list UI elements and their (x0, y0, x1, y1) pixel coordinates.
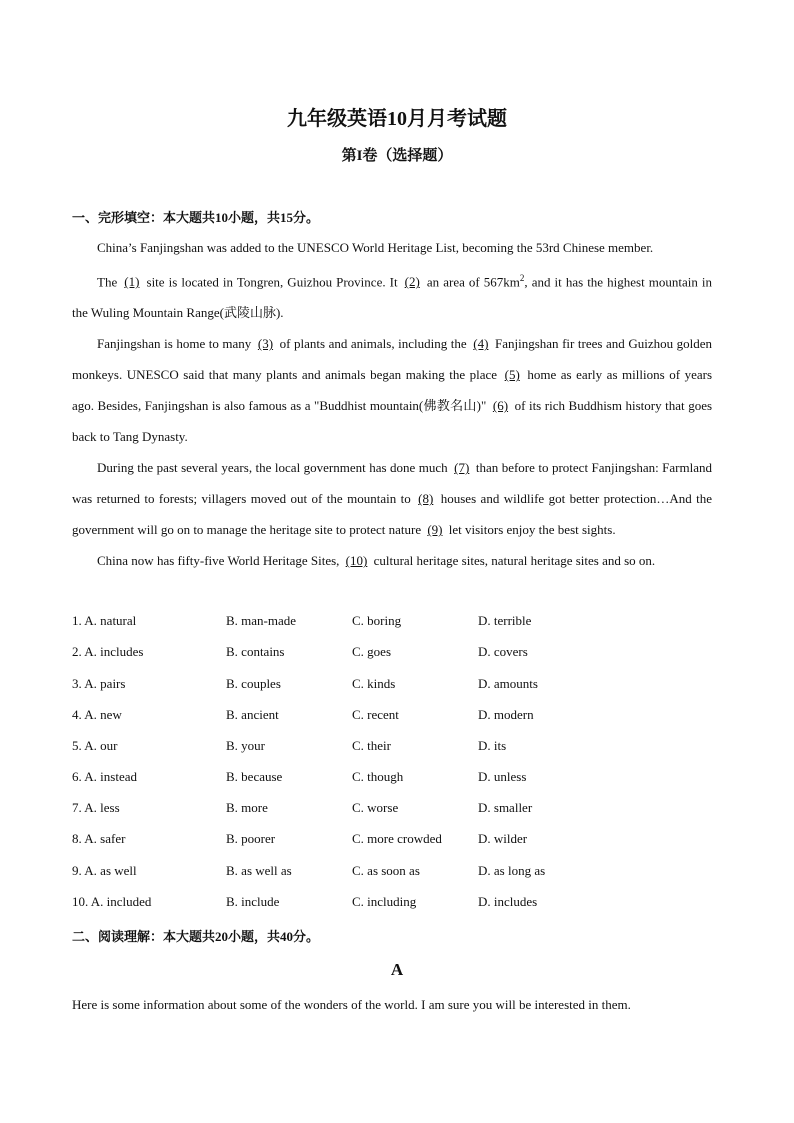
cloze-passage (72, 232, 712, 576)
passage-paragraph: China now has fifty-five World Heritage Sites, (10) cultural heritage sites, natural heritage sites and so on. (97, 553, 656, 569)
question-row (72, 613, 712, 633)
option-a: 4. A. new (72, 707, 122, 722)
blank-6: (6) (492, 398, 509, 414)
option-d: D. smaller (478, 800, 533, 815)
option-b: B. as well as (226, 863, 292, 878)
option-a: 5. A. our (72, 738, 118, 753)
option-b: B. ancient (226, 707, 279, 722)
page-title: 九年级英语10月月考试题 (287, 108, 507, 130)
option-d: D. amounts (478, 676, 538, 691)
option-a: 7. A. less (72, 800, 120, 815)
option-b: B. because (226, 769, 283, 784)
question-row (72, 831, 712, 851)
question-row (72, 738, 712, 758)
passage-a-heading: A (390, 960, 404, 979)
option-d: D. its (478, 738, 507, 753)
option-c: C. more crowded (352, 831, 442, 846)
option-b: B. poorer (226, 831, 276, 846)
blank-9: (9) (427, 522, 443, 538)
blank-1: (1) (124, 274, 140, 290)
blank-2: (2) (404, 274, 420, 290)
option-d: D. includes (478, 894, 538, 909)
blank-10: (10) (345, 553, 368, 569)
blank-8: (8) (418, 491, 434, 507)
option-c: C. their (352, 738, 391, 753)
blank-5: (5) (504, 367, 520, 383)
passage-paragraph: During the past several years, the local government has done much (7) than before to protect Fanjingshan: Farmland was returned to forests; villagers moved out of the mountain to (8) houses and wildlife got better protection…And the government will go on to manage the heritage site to protect nature (9) let visitors enjoy the best sights. (72, 460, 713, 538)
option-c: C. though (352, 769, 404, 784)
passage-paragraph: The (1) site is located in Tongren, Guizhou Province. It (2) an area of $567km^2$, and it has the highest mountain in the Wuling Mountain Range(武陵山脉). (72, 273, 713, 321)
option-b: B. contains (226, 644, 285, 659)
option-a: 2. A. includes (72, 644, 144, 659)
section-heading-cloze: 一、完形填空：本大题共10小题，共15分。 (72, 210, 320, 225)
option-d: D. unless (478, 769, 527, 784)
option-c: C. goes (352, 644, 391, 659)
question-row (72, 863, 712, 883)
question-row (72, 894, 712, 914)
option-c: C. boring (352, 613, 402, 628)
blank-7: (7) (454, 460, 470, 476)
section-heading-reading: 二、阅读理解：本大题共20小题，共40分。 (72, 929, 320, 944)
option-b: B. more (226, 800, 268, 815)
question-row (72, 644, 712, 664)
passage-paragraph: China’s Fanjingshan was added to the UNESCO World Heritage List, becoming the 53rd Chinese member. (97, 240, 654, 255)
passage-a-intro: Here is some information about some of the wonders of the world. I am sure you will be interested in them. (72, 997, 631, 1012)
blank-4: (4) (473, 336, 489, 352)
option-d: D. terrible (478, 613, 532, 628)
option-a: 1. A. natural (72, 613, 137, 628)
option-a: 9. A. as well (72, 863, 137, 878)
option-c: C. including (352, 894, 417, 909)
option-b: B. your (226, 738, 265, 753)
question-row (72, 800, 712, 820)
option-b: B. include (226, 894, 280, 909)
option-d: D. as long as (478, 863, 546, 878)
option-c: C. kinds (352, 676, 396, 691)
option-c: C. recent (352, 707, 399, 722)
option-d: D. covers (478, 644, 528, 659)
blank-3: (3) (257, 336, 274, 352)
option-b: B. man-made (226, 613, 297, 628)
passage-paragraph: Fanjingshan is home to many (3) of plants and animals, including the (4) Fanjingshan fir trees and Guizhou golden monkeys. UNESCO said that many plants and animals began making the place (5) home as early as millions of years ago. Besides, Fanjingshan is also famous as a "Buddhist mountain(佛教名山)" (6) of its rich Buddhism history that goes back to Tang Dynasty. (72, 336, 713, 445)
option-a: 8. A. safer (72, 831, 126, 846)
option-d: D. modern (478, 707, 534, 722)
option-a: 10. A. included (72, 894, 152, 909)
option-a: 3. A. pairs (72, 676, 126, 691)
option-a: 6. A. instead (72, 769, 137, 784)
option-d: D. wilder (478, 831, 528, 846)
option-c: C. as soon as (352, 863, 420, 878)
question-row (72, 769, 712, 789)
option-b: B. couples (226, 676, 281, 691)
option-c: C. worse (352, 800, 399, 815)
question-row (72, 676, 712, 696)
question-row (72, 707, 712, 727)
page-subtitle: 第I卷（选择题） (341, 148, 453, 164)
